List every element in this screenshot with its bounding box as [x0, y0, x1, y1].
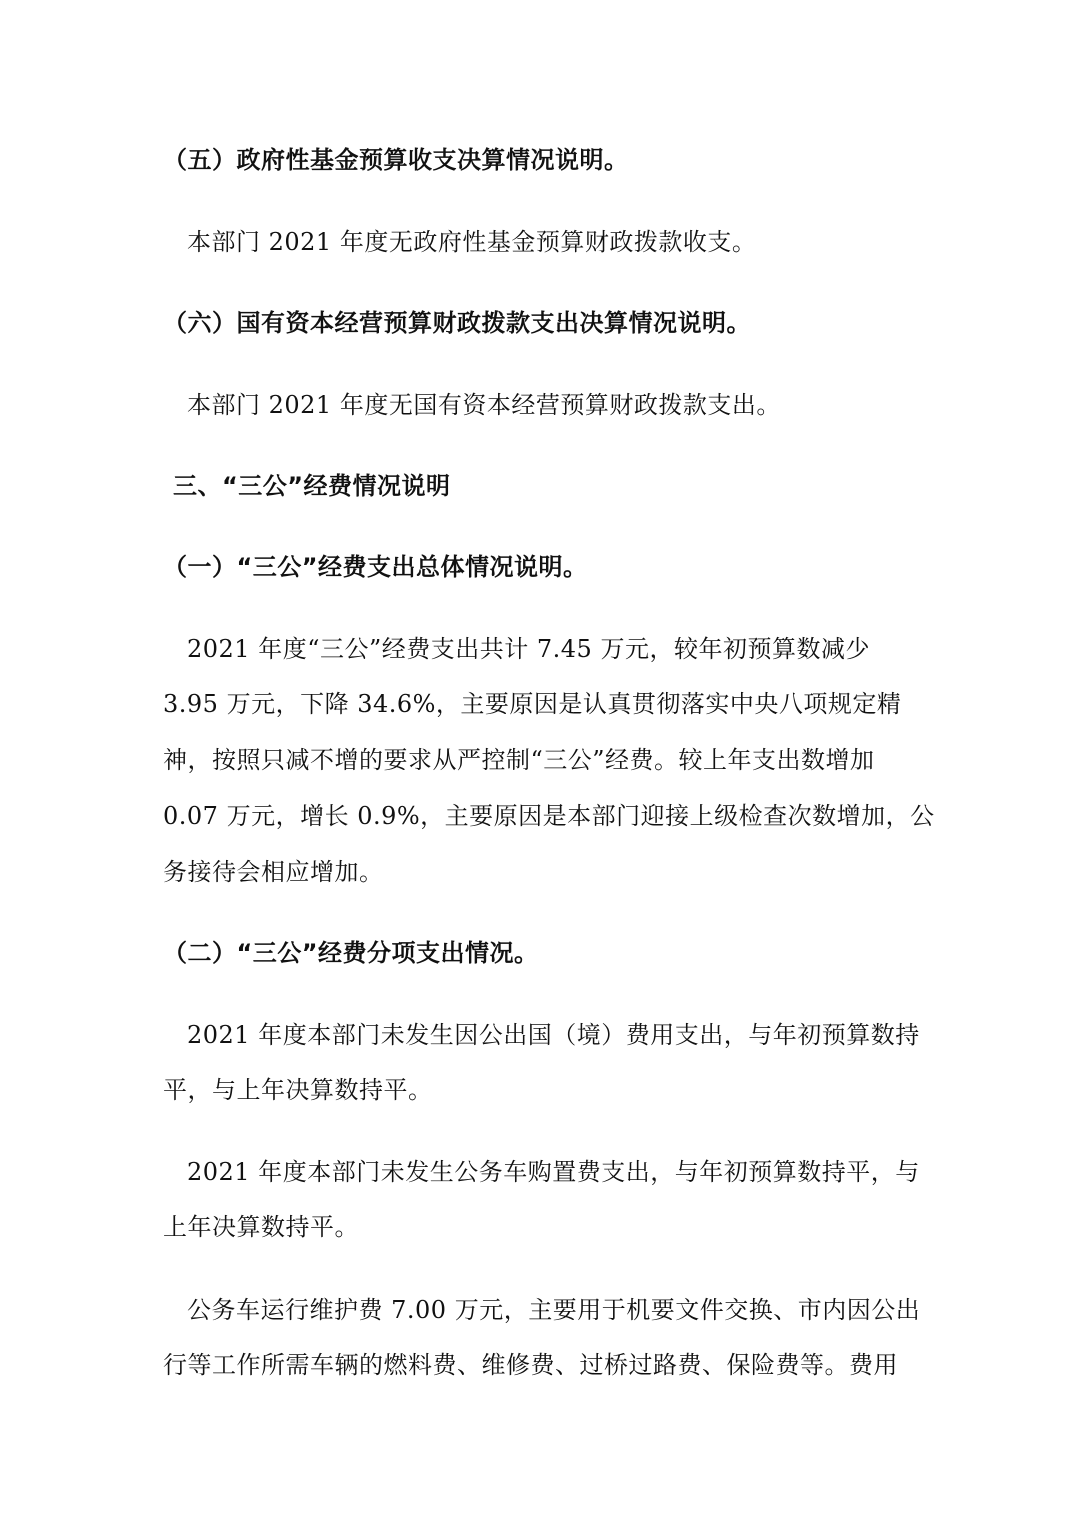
paragraph-vehicle-purchase-line-2: 上年决算数持平。 — [163, 1213, 359, 1241]
paragraph-overall-line-4: 0.07 万元，增长 0.9%，主要原因是本部门迎接上级检查次数增加，公 — [163, 802, 935, 830]
paragraph-overall-line-3: 神，按照只减不增的要求从严控制“三公”经费。较上年支出数增加 — [163, 746, 875, 774]
paragraph-overall-line-2: 3.95 万元，下降 34.6%，主要原因是认真贯彻落实中央八项规定精 — [163, 690, 902, 718]
paragraph-state-capital-none: 本部门 2021 年度无国有资本经营预算财政拨款支出。 — [187, 391, 781, 419]
paragraph-overseas-line-1: 2021 年度本部门未发生因公出国（境）费用支出，与年初预算数持 — [187, 1021, 920, 1049]
paragraph-overall-line-5: 务接待会相应增加。 — [163, 858, 384, 886]
paragraph-vehicle-purchase-line-1: 2021 年度本部门未发生公务车购置费支出，与年初预算数持平，与 — [187, 1158, 920, 1186]
heading-5-government-fund-budget: （五）政府性基金预算收支决算情况说明。 — [163, 146, 629, 174]
heading-1-overall-expenses: （一）“三公”经费支出总体情况说明。 — [163, 553, 588, 581]
paragraph-vehicle-operation-line-2: 行等工作所需车辆的燃料费、维修费、过桥过路费、保险费等。费用 — [163, 1351, 898, 1379]
paragraph-vehicle-operation-line-1: 公务车运行维护费 7.00 万元，主要用于机要文件交换、市内因公出 — [187, 1296, 921, 1324]
paragraph-overseas-line-2: 平，与上年决算数持平。 — [163, 1076, 433, 1104]
section-3-three-public-expenses: 三、“三公”经费情况说明 — [173, 472, 451, 500]
paragraph-overall-line-1: 2021 年度“三公”经费支出共计 7.45 万元，较年初预算数减少 — [187, 635, 870, 663]
paragraph-government-fund-none: 本部门 2021 年度无政府性基金预算财政拨款收支。 — [187, 228, 757, 256]
heading-2-itemized-expenses: （二）“三公”经费分项支出情况。 — [163, 939, 539, 967]
heading-6-state-capital-budget: （六）国有资本经营预算财政拨款支出决算情况说明。 — [163, 309, 751, 337]
